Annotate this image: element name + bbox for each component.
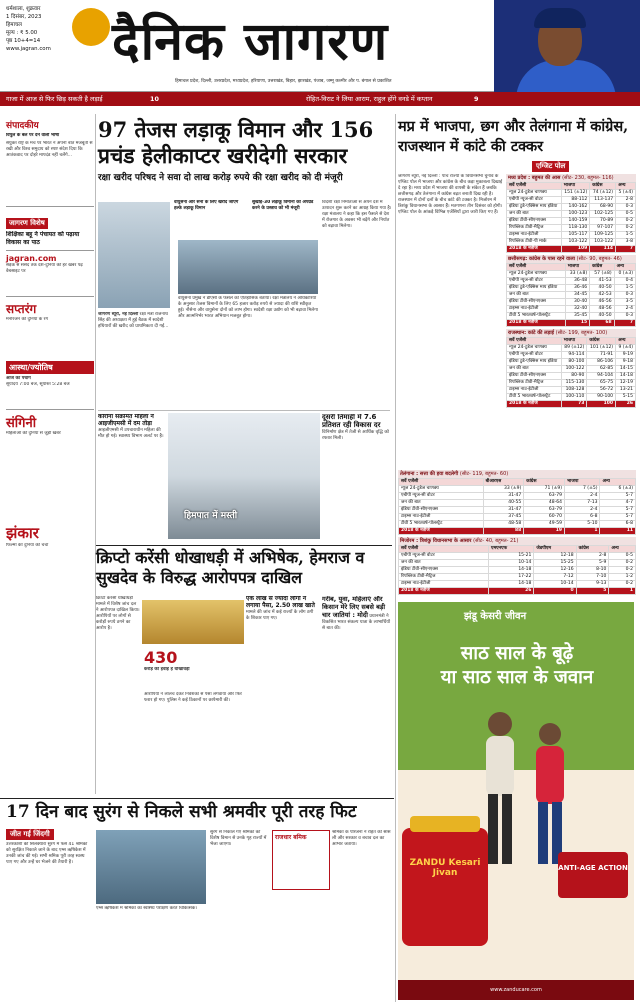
table-row: इंडिया टीवी-सीएनएक्स 80-90 94-104 14-18 <box>507 373 636 380</box>
cg-title: छत्तीसगढ़: कांग्रेस के पास रहने वाला (सीट- 90, बहुमत- 46) <box>506 255 636 263</box>
crypto-amount-label: करोड़ की हवाई है धोखाधड़ी <box>144 667 190 672</box>
snowfall-photo <box>168 413 320 539</box>
editorial-text: विपुल के बल पर देने वाली भाषा <box>6 133 60 138</box>
mp-table: सर्वे एजेंसी भाजपा कांग्रेस अन्य न्यूज 24-टुडेज चाणक्य 151 (±12) 74 (±12) 5 (±4) एबीपी न्यूज-सी वोटर 88-112 113-137 2-8 इंडिया टुडे-एक्सिस माय इंडिया 140-162 68-90 0-3 जन की बात 100-123 102-125 0-5 इंडिया टीवी-सीएनएक्स 140-159 70-89 0-2 रिपब्लिक टीवी-मैट्रिज 118-130 97-107 0-2 टाइम्स नाउ-ईटीजी 105-117 109-125 1-5 रिपब्लिक टीवी-पी मार्क 103-122 103-122 3-8 2018 के नतीजे 109 114 7 <box>506 182 636 253</box>
sidebar: संपादकीय विपुल के बल पर देने वाली भाषा संयुक्त राष्ट्र के मंच पर भारत ने अपनी बात मजबूती से रखी और विश्व समुदाय को स्पष्ट संदेश दिया कि आतंकवाद पर दोहरे मापदंड नहीं चलेंगे... जागरण विशेष शिक्षिका बहू ने पंचायत को पढ़ाया विकास का पाठ jagran.com सड़क से संसद तक देश-दुनिया की हर खबर पढ़ें वेबसाइट पर सप्तरंग मनोरंजन की दुनिया के रंग आस्था/ज्योतिष आज का पंचांग सूर्योदय 7:00 बजे, सूर्यास्त 5:28 बजे संगिनी महिलाओं की दुनिया से जुड़ी खबरें झंकार फिल्मों की दुनिया की चर्चा <box>6 118 94 603</box>
table-row: एबीपी न्यूज-सी वोटर 15-21 12-18 2-8 0-5 <box>399 553 636 560</box>
table-row: टीवी 5 भारतवर्ष-पोलस्ट्रैट 35-45 40-50 0-3 <box>507 313 636 320</box>
table-row: न्यूज 24-टुडेज चाणक्य 33 (±9) 71 (±9) 7 (±5) 6 (±3) <box>399 486 636 493</box>
snow-caption: हिमपात में मस्ती <box>184 511 238 521</box>
table-row: इंडिया टुडे-एक्सिस माय इंडिया 80-100 86-106 9-18 <box>507 359 636 366</box>
crypto-amount: 430 <box>144 648 178 667</box>
table-row: एबीपी न्यूज-सी वोटर 94-114 71-91 9-19 <box>507 352 636 359</box>
tg-table: सर्वे एजेंसी बीआरएस कांग्रेस भाजपा अन्य न्यूज 24-टुडेज चाणक्य 33 (±9) 71 (±9) 7 (±5) 6 (±3) एबीपी न्यूज-सी वोटर 31-47 63-79 2-4 5-7 जन की बात 40-55 48-64 7-13 4-7 इंडिया टीवी-सीएनएक्स 31-47 63-79 2-4 5-7 टाइम्स नाउ-ईटीजी 37-45 60-70 6-8 5-7 टीवी 5 भारतवर्ष-पोलस्ट्रैट 48-58 49-59 5-10 6-8 2018 के नतीजे 88 19 1 11 <box>398 478 636 535</box>
saptrang-head: सप्तरंग <box>6 302 37 316</box>
sanghini-head: संगिनी <box>6 416 37 431</box>
jagran-vishesh-head: जागरण विशेष <box>6 218 48 229</box>
table-row: इंडिया टुडे-एक्सिस माय इंडिया 140-162 68-90 0-3 <box>507 204 636 211</box>
jagran-vishesh-text[interactable]: शिक्षिका बहू ने पंचायत को पढ़ाया विकास का पाठ <box>6 231 80 246</box>
election-headline[interactable]: मप्र में भाजपा, छग और तेलंगाना में कांग्रेस, राजस्थान में कांटे की टक्कर <box>398 118 629 155</box>
edition: हिमाचल <box>6 22 22 28</box>
table-row: जन की बात 34-45 42-53 0-3 <box>507 292 636 299</box>
tunnel-headline[interactable]: 17 दिन बाद सुरंग से निकले सभी श्रमवीर पूरी तरह फिट <box>6 802 357 822</box>
rj-title: राजस्थान: कांटे की लड़ाई (सीट- 199, बहुमत- 100) <box>506 329 636 337</box>
tunnel-photo <box>96 830 206 904</box>
aastha-head: आस्था/ज्योतिष <box>6 361 94 374</box>
table-row: टाइम्स नाउ-ईटीजी 105-117 109-125 1-5 <box>507 232 636 239</box>
mp-title: मध्य प्रदेश : बहुमत की आस (सीट- 230, बहुमत- 116) <box>506 174 636 182</box>
right-divider <box>395 114 396 1002</box>
lead-subheadline <box>98 172 390 184</box>
rj-table: सर्वे एजेंसी भाजपा कांग्रेस अन्य न्यूज 24-टुडेज चाणक्य 89 (±12) 101 (±12) 9 (±4) एबीपी न्यूज-सी वोटर 94-114 71-91 9-19 इंडिया टुडे-एक्सिस माय इंडिया 80-100 86-106 9-18 जन की बात 100-122 62-85 14-15 इंडिया टीवी-सीएनएक्स 80-90 94-104 14-18 रिपब्लिक टीवी-मैट्रिज 115-130 65-75 12-19 टाइम्स नाउ-ईटीजी 108-128 56-72 13-21 टीवी 5 भारतवर्ष-पोलस्ट्रैट 100-110 90-100 5-15 2018 के नतीजे 73 100 26 <box>506 337 636 408</box>
crypto-photo <box>142 600 244 644</box>
table-row: एबीपी न्यूज-सी वोटर 31-47 63-79 2-4 5-7 <box>399 493 636 500</box>
table-row: टाइम्स नाउ-ईटीजी 14-18 10-14 9-13 0-2 <box>399 581 636 588</box>
mz-title: मिजोरम : त्रिशंकु विधानसभा के आसार (सीट- 40, बहुमत- 21) <box>398 537 636 545</box>
jhankar-head: झंकार <box>6 524 39 542</box>
lead-headline[interactable]: 97 तेजस लड़ाकू विमान और 156 प्रचंड हेलीकाप्टर खरीदेगी सरकार <box>98 117 374 168</box>
table-row: इंडिया टीवी-सीएनएक्स 31-47 63-79 2-4 5-7 <box>399 507 636 514</box>
table-row: इंडिया टीवी-सीएनएक्स 30-40 46-56 3-5 <box>507 299 636 306</box>
tunnel-side-label: जीत गई जिंदगी <box>6 829 54 840</box>
mz-table: सर्वे एजेंसी एमएनएफ जेडपीएम कांग्रेस अन्य एबीपी न्यूज-सी वोटर 15-21 12-18 2-8 0-5 जन की बात 10-14 15-25 5-9 0-2 इंडिया टीवी-सीएनएक्स 14-18 12-16 8-10 0-2 रिपब्लिक टीवी-मैट्रिज 17-22 7-12 7-10 1-2 टाइम्स नाउ-ईटीजी 14-18 10-14 9-13 0-2 2018 के नतीजे 26 0 5 1 <box>398 545 636 595</box>
rajdhar-box <box>272 830 330 890</box>
table-row: न्यूज 24-टुडेज चाणक्य 151 (±12) 74 (±12) 5 (±4) <box>507 190 636 197</box>
exit-poll-tag: एग्जिट पोल <box>532 161 569 172</box>
table-row: जन की बात 100-123 102-125 0-5 <box>507 211 636 218</box>
crypto-amount-box <box>144 648 242 688</box>
table-row: टाइम्स नाउ-ईटीजी 32-40 48-56 2-4 <box>507 306 636 313</box>
poor-head[interactable]: गरीब, युवा, महिलाएं और किसान मेरे लिए सबसे बड़ी चार जातियां : मोदी <box>322 596 386 619</box>
aaj-ka: आज का पंचांग <box>6 376 31 381</box>
gdp-head[interactable]: दूसरी तिमाही में 7.6 प्रतिशत रही विकास दर <box>322 414 381 429</box>
table-row: रिपब्लिक टीवी-मैट्रिज 118-130 97-107 0-2 <box>507 225 636 232</box>
ticker-left[interactable]: गाजा में आज से फिर छिड़ सकती है लड़ाई <box>6 95 103 103</box>
kesari-jivan-ad[interactable] <box>398 602 634 1000</box>
sun-logo-icon <box>72 8 110 46</box>
ticker-left-page: 10 <box>150 95 159 103</box>
table-row: इंडिया टीवी-सीएनएक्स 140-159 70-89 0-2 <box>507 218 636 225</box>
table-row: 2018 के नतीजे 15 68 7 <box>507 320 636 327</box>
table-row: न्यूज 24-टुडेज चाणक्य 89 (±12) 101 (±12) 9 (±4) <box>507 345 636 352</box>
rajdhar-label: राजधार बमिक <box>275 834 307 841</box>
corona-head[interactable]: कोरोना संक्रमित महिला ने आइजीएमसी में दम तोड़ा <box>98 414 154 427</box>
tg-title: तेलंगाना : सत्ता की हवा बदलेगी (सीट- 119, बहुमत- 60) <box>398 470 636 478</box>
fighter-jet-photo <box>98 202 170 308</box>
masthead <box>0 0 640 92</box>
ticker-bar <box>0 92 640 106</box>
newspaper-title: दैनिक जागरण <box>112 11 389 72</box>
price: मूल्य : ₹ 5.00 <box>6 30 38 36</box>
anti-age-badge: ANTI-AGE ACTION <box>558 852 628 898</box>
crypto-fact: एक लाख से ज्यादा लोगों ने लगाया पैसा, 2.50 लाख खाते <box>246 596 315 609</box>
table-row: रिपब्लिक टीवी-मैट्रिज 17-22 7-12 7-10 1-2 <box>399 574 636 581</box>
masthead-info <box>6 5 66 53</box>
ad-brand: झंडू केसरी जीवन <box>464 611 527 622</box>
election-tables-wide <box>398 470 636 595</box>
table-row: जन की बात 100-122 62-85 14-15 <box>507 366 636 373</box>
election-tables <box>506 174 636 408</box>
table-row: 2018 के नतीजे 26 0 5 1 <box>399 588 636 595</box>
editorial-head: संपादकीय <box>6 121 39 131</box>
table-row: रिपब्लिक टीवी-पी मार्क 103-122 103-122 3-8 <box>507 239 636 246</box>
ticker-right-page: 9 <box>474 95 479 103</box>
table-row: जन की बात 10-14 15-25 5-9 0-2 <box>399 560 636 567</box>
table-row: एबीपी न्यूज-सी वोटर 88-112 113-137 2-8 <box>507 197 636 204</box>
cg-table: सर्वे एजेंसी भाजपा कांग्रेस अन्य न्यूज 24-टुडेज चाणक्य 33 (±8) 57 (±8) 0 (±3) एबीपी न्यूज-सी वोटर 36-48 41-53 0-4 इंडिया टुडे-एक्सिस माय इंडिया 36-46 40-50 1-5 जन की बात 34-45 42-53 0-3 इंडिया टीवी-सीएनएक्स 30-40 46-56 3-5 टाइम्स नाउ-ईटीजी 32-40 48-56 2-4 टीवी 5 भारतवर्ष-पोलस्ट्रैट 35-45 40-50 0-3 2018 के नतीजे 15 68 7 <box>506 263 636 327</box>
ticker-right[interactable]: रोहित-विराट ने लिया आराम, राहुल होंगे वनडे में कप्तान <box>306 95 433 103</box>
table-row: एबीपी न्यूज-सी वोटर 36-48 41-53 0-4 <box>507 278 636 285</box>
table-row: टाइम्स नाउ-ईटीजी 108-128 56-72 13-21 <box>507 387 636 394</box>
editions-line: हिमाचल प्रदेश, दिल्ली, उत्तरप्रदेश, मध्यप्रदेश, हरियाणा, उत्तराखंड, बिहार, झारखंड, पंजाब, जम्मू कश्मीर और प. बंगाल से प्रकाशित <box>175 79 392 84</box>
city-date: धर्मशाला, शुक्रवार <box>6 6 41 12</box>
lead-sub-text: रक्षा खरीद परिषद ने सवा दो लाख करोड़ रुपये की रक्षा खरीद को दी मंजूरी <box>98 173 343 183</box>
table-row: न्यूज 24-टुडेज चाणक्य 33 (±8) 57 (±8) 0 (±3) <box>507 271 636 278</box>
jagran-com[interactable]: jagran.com <box>6 254 57 263</box>
ad-line1: साठ साल के बूढ़े <box>460 643 574 664</box>
ad-footer[interactable]: www.zanducare.com <box>398 980 634 1000</box>
table-row: इंडिया टीवी-सीएनएक्स 14-18 12-16 8-10 0-2 <box>399 567 636 574</box>
ad-line2: या साठ साल के जवान <box>440 667 594 688</box>
table-row: टाइम्स नाउ-ईटीजी 37-45 60-70 6-8 5-7 <box>399 514 636 521</box>
table-row: जन की बात 40-55 48-64 7-13 4-7 <box>399 500 636 507</box>
product-name: ZANDU Kesari Jivan <box>409 858 481 878</box>
product-jar <box>402 828 488 946</box>
helicopter-photo <box>178 240 318 294</box>
issue-date: 1 दिसंबर, 2023 <box>6 14 42 20</box>
website[interactable]: www.jagran.com <box>6 46 51 52</box>
cricketer-photo <box>494 0 640 92</box>
table-row: 2018 के नतीजे 109 114 7 <box>507 246 636 253</box>
lead-byline: जागरण ब्यूरो, नई दिल्ली <box>98 312 139 317</box>
table-row: इंडिया टुडे-एक्सिस माय इंडिया 36-46 40-50 1-5 <box>507 285 636 292</box>
table-row: टीवी 5 भारतवर्ष-पोलस्ट्रैट 100-110 90-100 5-15 <box>507 394 636 401</box>
table-row: रिपब्लिक टीवी-मैट्रिज 115-130 65-75 12-19 <box>507 380 636 387</box>
table-row: 2018 के नतीजे 88 19 1 11 <box>399 528 636 535</box>
pages: पृष्ठ 10+4=14 <box>6 38 41 44</box>
table-row: टीवी 5 भारतवर्ष-पोलस्ट्रैट 48-58 49-59 5-10 6-8 <box>399 521 636 528</box>
crypto-headline[interactable]: क्रिप्टो करेंसी धोखाधड़ी में अभिषेक, हेमराज व सुखदेव के विरुद्ध आरोपपत्र दाखिल <box>96 548 365 587</box>
table-row: 2018 के नतीजे 73 100 26 <box>507 401 636 408</box>
